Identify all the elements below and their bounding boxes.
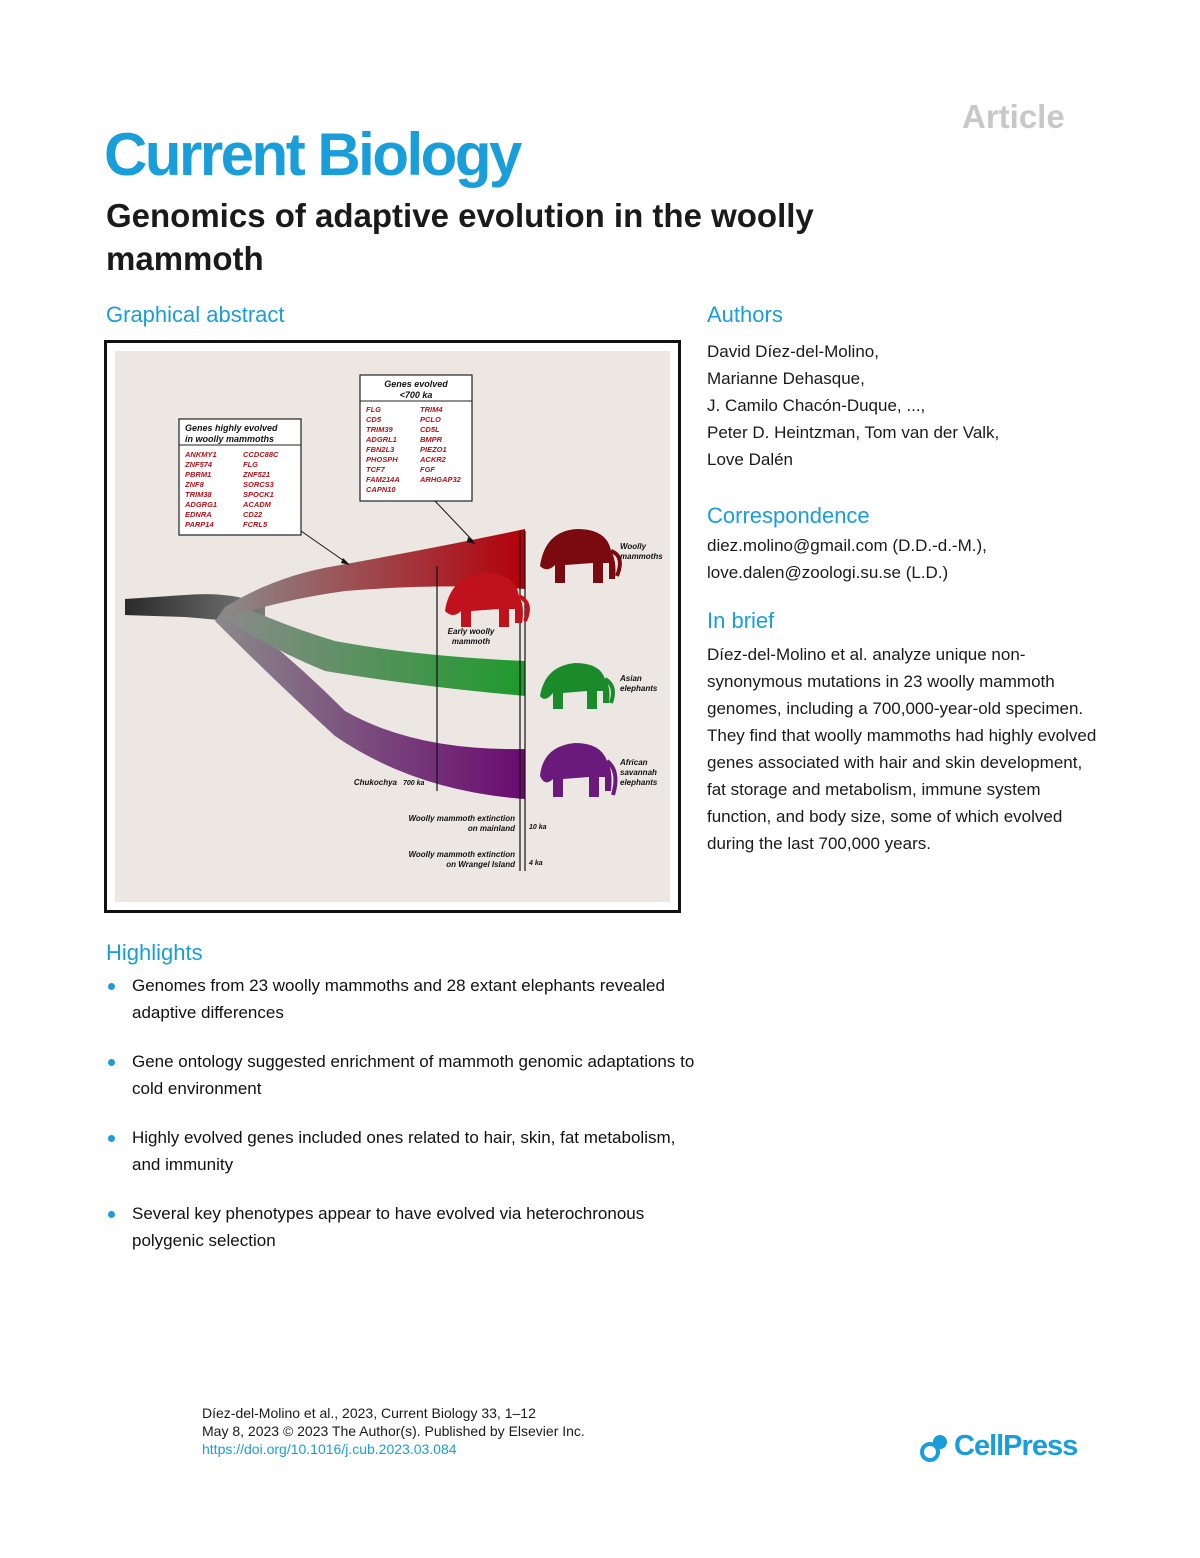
correspondence-heading: Correspondence bbox=[707, 503, 870, 528]
gene-label: SORCS3 bbox=[243, 480, 274, 489]
woolly-mammoth-icon bbox=[540, 529, 620, 583]
label-ext-mainland-2: on mainland bbox=[467, 824, 515, 833]
gene-label: ACKR2 bbox=[420, 455, 446, 464]
paper-title-line-1: Genomics of adaptive evolution in the woolly bbox=[106, 197, 814, 234]
box1-title-1: Genes highly evolved bbox=[185, 423, 278, 433]
gene-label: SPOCK1 bbox=[243, 490, 274, 499]
gene-label: ACADM bbox=[243, 500, 271, 509]
correspondence-email[interactable]: diez.molino@gmail.com (D.D.-d.-M.), bbox=[707, 536, 987, 555]
label-african-3: elephants bbox=[620, 778, 658, 787]
journal-title: Current Biology bbox=[104, 121, 520, 188]
label-ext-wrangel-time: 4 ka bbox=[529, 860, 543, 867]
label-ext-wrangel-1: Woolly mammoth extinction bbox=[408, 850, 515, 859]
gene-label: TRIM38 bbox=[185, 490, 212, 499]
label-ext-mainland-1: Woolly mammoth extinction bbox=[408, 814, 515, 823]
highlights-heading: Highlights bbox=[106, 940, 203, 965]
in-brief-heading: In brief bbox=[707, 608, 775, 633]
in-brief-text: Díez-del-Molino et al. analyze unique non-synonymous mutations in 23 woolly mammoth genomes, including a 700,000-year-old specimen. They find that woolly mammoths had highly evolved genes associated with hair and skin development, fat storage and metabolism, immune system function, and body size, some of which evolved during the last 700,000 years. bbox=[707, 645, 1097, 853]
gene-label: ADGRL1 bbox=[366, 435, 397, 444]
gene-label: ANKMY1 bbox=[185, 450, 217, 459]
paper-title bbox=[106, 194, 1006, 280]
gene-label: CD5 bbox=[366, 415, 382, 424]
graphical-abstract-figure bbox=[104, 340, 681, 913]
label-ext-mainland-time: 10 ka bbox=[529, 824, 547, 831]
gene-label: ZNF8 bbox=[185, 480, 204, 489]
gene-label: PIEZO1 bbox=[420, 445, 447, 454]
gene-label: ADGRG1 bbox=[185, 500, 218, 509]
label-african-1: African bbox=[620, 758, 648, 767]
paper-title-line-2: mammoth bbox=[106, 240, 264, 277]
gene-label: ZNF574 bbox=[185, 460, 213, 469]
gene-label: BMPR bbox=[420, 435, 443, 444]
gene-label: ARHGAP32 bbox=[420, 475, 461, 484]
highlight-item: Several key phenotypes appear to have evolved via heterochronous polygenic selection bbox=[106, 1200, 696, 1254]
author-line: J. Camilo Chacón-Duque, ..., bbox=[707, 396, 926, 415]
bullet-icon bbox=[108, 1135, 115, 1142]
article-type-label: Article bbox=[962, 98, 1065, 135]
correspondence-list bbox=[707, 532, 1127, 586]
label-early-2: mammoth bbox=[451, 637, 491, 646]
author-line: Love Dalén bbox=[707, 450, 794, 469]
cellpress-icon bbox=[920, 1432, 950, 1462]
citation-line-2: May 8, 2023 © 2023 The Author(s). Published by Elsevier Inc. bbox=[202, 1423, 585, 1439]
label-chukochya: Chukochya bbox=[353, 778, 397, 787]
label-chukochya-time: 700 ka bbox=[403, 780, 425, 787]
gene-label: FLG bbox=[243, 460, 258, 469]
box1-title-2: in woolly mammoths bbox=[185, 434, 275, 444]
gene-label: FGF bbox=[420, 465, 435, 474]
gene-label: TCF7 bbox=[366, 465, 385, 474]
highlights-list bbox=[106, 972, 696, 1276]
author-line: David Díez-del-Molino, bbox=[707, 342, 879, 361]
bullet-icon bbox=[108, 1211, 115, 1218]
label-woolly-2: mammoths bbox=[620, 552, 663, 561]
highlight-item: Highly evolved genes included ones related to hair, skin, fat metabolism, and immunity bbox=[106, 1124, 696, 1178]
highlight-item: Gene ontology suggested enrichment of mammoth genomic adaptations to cold environment bbox=[106, 1048, 696, 1102]
gene-label: FCRL5 bbox=[243, 520, 268, 529]
gene-label: FLG bbox=[366, 405, 381, 414]
gene-label: CD5L bbox=[420, 425, 440, 434]
gene-label: PCLO bbox=[420, 415, 441, 424]
graphical-abstract-heading: Graphical abstract bbox=[106, 302, 285, 327]
author-line: Peter D. Heintzman, Tom van der Valk, bbox=[707, 423, 1000, 442]
author-list bbox=[707, 338, 1127, 473]
label-african-2: savannah bbox=[620, 768, 657, 777]
gene-label: TRIM39 bbox=[366, 425, 393, 434]
bullet-icon bbox=[108, 983, 115, 990]
gene-label: FBN2L3 bbox=[366, 445, 395, 454]
label-woolly-1: Woolly bbox=[620, 542, 647, 551]
gene-label: PBRM1 bbox=[185, 470, 212, 479]
gene-label: CAPN10 bbox=[366, 485, 396, 494]
label-asian-2: elephants bbox=[620, 684, 658, 693]
gene-label: PHOSPH bbox=[366, 455, 398, 464]
highlight-item: Genomes from 23 woolly mammoths and 28 extant elephants revealed adaptive differences bbox=[106, 972, 696, 1026]
label-early-1: Early woolly bbox=[447, 627, 495, 636]
citation-line-1: Díez-del-Molino et al., 2023, Current Biology 33, 1–12 bbox=[202, 1405, 536, 1421]
label-ext-wrangel-2: on Wrangel Island bbox=[446, 860, 515, 869]
figure-panel bbox=[115, 351, 670, 902]
cellpress-wordmark: CellPress bbox=[954, 1430, 1078, 1462]
bullet-icon bbox=[108, 1059, 115, 1066]
gene-label: ZNF521 bbox=[243, 470, 271, 479]
box2-title-1: Genes evolved bbox=[384, 379, 448, 389]
gene-label: FAM214A bbox=[366, 475, 400, 484]
authors-heading: Authors bbox=[707, 302, 783, 327]
african-elephant-icon bbox=[540, 743, 615, 797]
gene-label: TRIM4 bbox=[420, 405, 443, 414]
cellpress-logo bbox=[920, 1430, 1077, 1463]
doi-link[interactable]: https://doi.org/10.1016/j.cub.2023.03.084 bbox=[202, 1441, 457, 1457]
gene-label: CD22 bbox=[243, 510, 263, 519]
phylogeny-diagram bbox=[115, 351, 670, 902]
author-line: Marianne Dehasque, bbox=[707, 369, 865, 388]
gene-label: EDNRA bbox=[185, 510, 212, 519]
asian-elephant-icon bbox=[540, 663, 613, 709]
gene-label: CCDC88C bbox=[243, 450, 279, 459]
label-asian-1: Asian bbox=[620, 674, 642, 683]
correspondence-email[interactable]: love.dalen@zoologi.su.se (L.D.) bbox=[707, 563, 949, 582]
gene-label: PARP14 bbox=[185, 520, 214, 529]
box2-title-2: <700 ka bbox=[399, 390, 433, 400]
citation-block bbox=[202, 1404, 585, 1458]
